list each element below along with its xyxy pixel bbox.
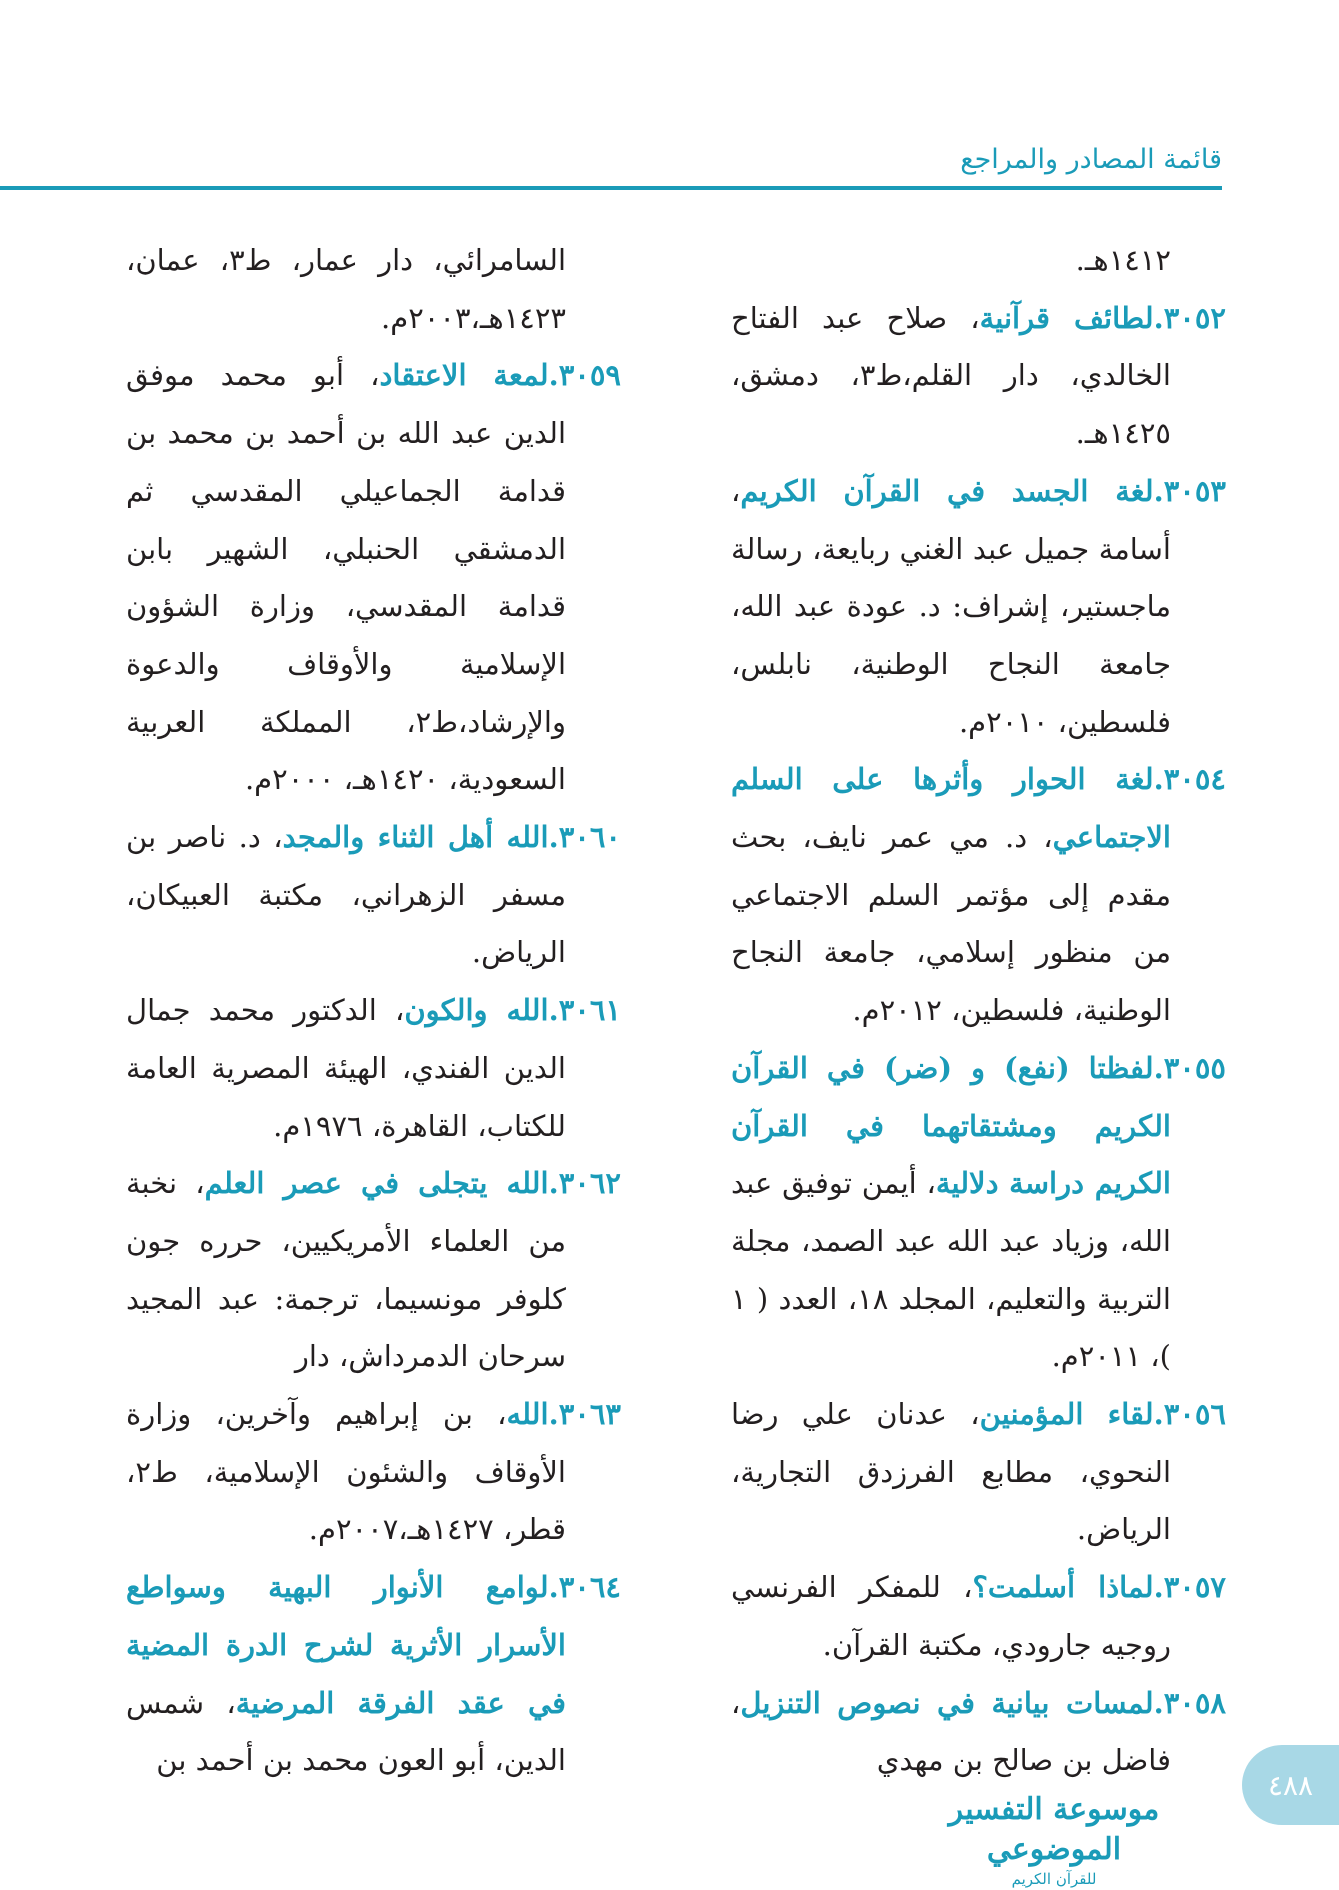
entry-title: الله والكون bbox=[404, 993, 549, 1028]
entry-details: ، عدنان علي رضا النحوي، مطابع الفرزدق التجارية، الرياض. bbox=[731, 1397, 1171, 1547]
reference-entry bbox=[126, 1386, 621, 1559]
reference-entry bbox=[126, 809, 621, 982]
reference-entry bbox=[731, 1386, 1226, 1559]
entry-title: لمسات بيانية في نصوص التنزيل bbox=[740, 1685, 1154, 1720]
entry-title: لقاء المؤمنين bbox=[979, 1397, 1154, 1432]
entry-title: الله أهل الثناء والمجد bbox=[282, 820, 549, 855]
entry-number: ٣٠٥٥. bbox=[1153, 1050, 1226, 1085]
entry-number: ٣٠٦٣. bbox=[548, 1397, 621, 1432]
entry-number: ٣٠٦٤. bbox=[548, 1570, 621, 1605]
reference-entry bbox=[731, 232, 1226, 290]
reference-entry bbox=[731, 290, 1226, 463]
reference-entry bbox=[731, 751, 1226, 1040]
entry-details: ، شمس الدين، أبو العون محمد بن أحمد بن bbox=[126, 1685, 566, 1778]
entry-details: ، أسامة جميل عبد الغني ربايعة، رسالة ماجستير، إشراف: د. عودة عبد الله، جامعة النجاح الوطنية، نابلس، فلسطين، ٢٠١٠م. bbox=[731, 473, 1171, 739]
entry-details: ، د. مي عمر نايف، بحث مقدم إلى مؤتمر السلم الاجتماعي من منظور إسلامي، جامعة النجاح الوطنية، فلسطين، ٢٠١٢م. bbox=[731, 820, 1171, 1028]
reference-entry bbox=[126, 1559, 621, 1790]
entry-details: السامرائي، دار عمار، ط٣، عمان، ١٤٢٣هـ،٢٠٠٣م. bbox=[126, 243, 567, 335]
entry-details: ، للمفكر الفرنسي روجيه جارودي، مكتبة القرآن. bbox=[731, 1570, 1171, 1662]
logo-title: موسوعة التفسير الموضوعي bbox=[948, 1792, 1160, 1867]
page-number-badge bbox=[1242, 1745, 1339, 1825]
entry-details: ، الدكتور محمد جمال الدين الفندي، الهيئة المصرية العامة للكتاب، القاهرة، ١٩٧٦م. bbox=[126, 993, 566, 1143]
entry-details: ، فاضل بن صالح بن مهدي bbox=[731, 1685, 1171, 1778]
entry-details: ، أبو محمد موفق الدين عبد الله بن أحمد بن محمد بن قدامة الجماعيلي المقدسي ثم الدمشقي الحنبلي، الشهير بابن قدامة المقدسي، وزارة الشؤون الإسلامية والأوقاف والدعوة والإرشاد،ط٢، المملكة العربية السعودية، ١٤٢٠هـ، ٢٠٠٠م. bbox=[126, 358, 566, 797]
entry-number: ٣٠٦٠. bbox=[548, 820, 621, 855]
entry-number: ٣٠٥٣. bbox=[1153, 473, 1226, 508]
entry-number: ٣٠٥٦. bbox=[1153, 1397, 1226, 1432]
entry-title: الله bbox=[506, 1397, 549, 1432]
entry-title: لماذا أسلمت؟ bbox=[972, 1570, 1154, 1605]
header-rule bbox=[0, 186, 1222, 190]
entry-number: ٣٠٥٧. bbox=[1153, 1570, 1226, 1605]
entry-details: ، د. ناصر بن مسفر الزهراني، مكتبة العبيكان، الرياض. bbox=[126, 820, 566, 970]
right-column bbox=[731, 232, 1226, 1790]
entry-title: لغة الحوار وأثرها على السلم الاجتماعي bbox=[731, 762, 1171, 855]
entry-title: لمعة الاعتقاد bbox=[379, 358, 549, 393]
entry-details: ، نخبة من العلماء الأمريكيين، حرره جون كلوفر مونسيما، ترجمة: عبد المجيد سرحان الدمرداش، دار bbox=[126, 1166, 566, 1374]
entry-title: لوامع الأنوار البهية وسواطع الأسرار الأثرية لشرح الدرة المضية في عقد الفرقة المرضية bbox=[126, 1570, 567, 1720]
entry-number: ٣٠٥٤. bbox=[1153, 762, 1226, 797]
entry-details: ، بن إبراهيم وآخرين، وزارة الأوقاف والشئون الإسلامية، ط٢، قطر، ١٤٢٧هـ،٢٠٠٧م. bbox=[126, 1397, 566, 1547]
left-column bbox=[126, 232, 621, 1790]
running-title: قائمة المصادر والمراجع bbox=[960, 144, 1222, 175]
logo-subtitle: للقرآن الكريم bbox=[1011, 1870, 1097, 1888]
reference-entry bbox=[126, 232, 621, 347]
entry-details: ١٤١٢هـ. bbox=[1075, 243, 1171, 277]
entry-number: ٣٠٥٨. bbox=[1153, 1685, 1226, 1720]
reference-entry bbox=[731, 463, 1226, 752]
reference-entry bbox=[126, 347, 621, 809]
entry-number: ٣٠٥٢. bbox=[1153, 300, 1226, 335]
entry-details: ، صلاح عبد الفتاح الخالدي، دار القلم،ط٣، دمشق، ١٤٢٥هـ. bbox=[731, 300, 1171, 451]
entry-title: لغة الجسد في القرآن الكريم bbox=[740, 473, 1154, 508]
entry-number: ٣٠٥٩. bbox=[548, 358, 621, 393]
entry-number: ٣٠٦٢. bbox=[548, 1166, 622, 1201]
reference-entry bbox=[126, 982, 621, 1155]
entry-title: لطائف قرآنية bbox=[979, 300, 1154, 335]
page-number: ٤٨٨ bbox=[1267, 1768, 1314, 1802]
reference-entry bbox=[731, 1559, 1226, 1674]
page-header bbox=[0, 140, 1222, 190]
entry-details: ، أيمن توفيق عبد الله، وزياد عبد الله عبد الصمد، مجلة التربية والتعليم، المجلد ١٨، العدد ( ١ )، ٢٠١١م. bbox=[731, 1166, 1171, 1374]
entry-title: لفظتا (نفع) و (ضر) في القرآن الكريم ومشتقاتهما في القرآن الكريم دراسة دلالية bbox=[731, 1050, 1171, 1201]
entry-number: ٣٠٦١. bbox=[548, 993, 621, 1028]
encyclopedia-logo bbox=[920, 1790, 1188, 1888]
entry-title: الله يتجلى في عصر العلم bbox=[204, 1166, 549, 1201]
reference-entry bbox=[126, 1155, 621, 1386]
reference-entry bbox=[731, 1675, 1226, 1790]
reference-entry bbox=[731, 1040, 1226, 1386]
